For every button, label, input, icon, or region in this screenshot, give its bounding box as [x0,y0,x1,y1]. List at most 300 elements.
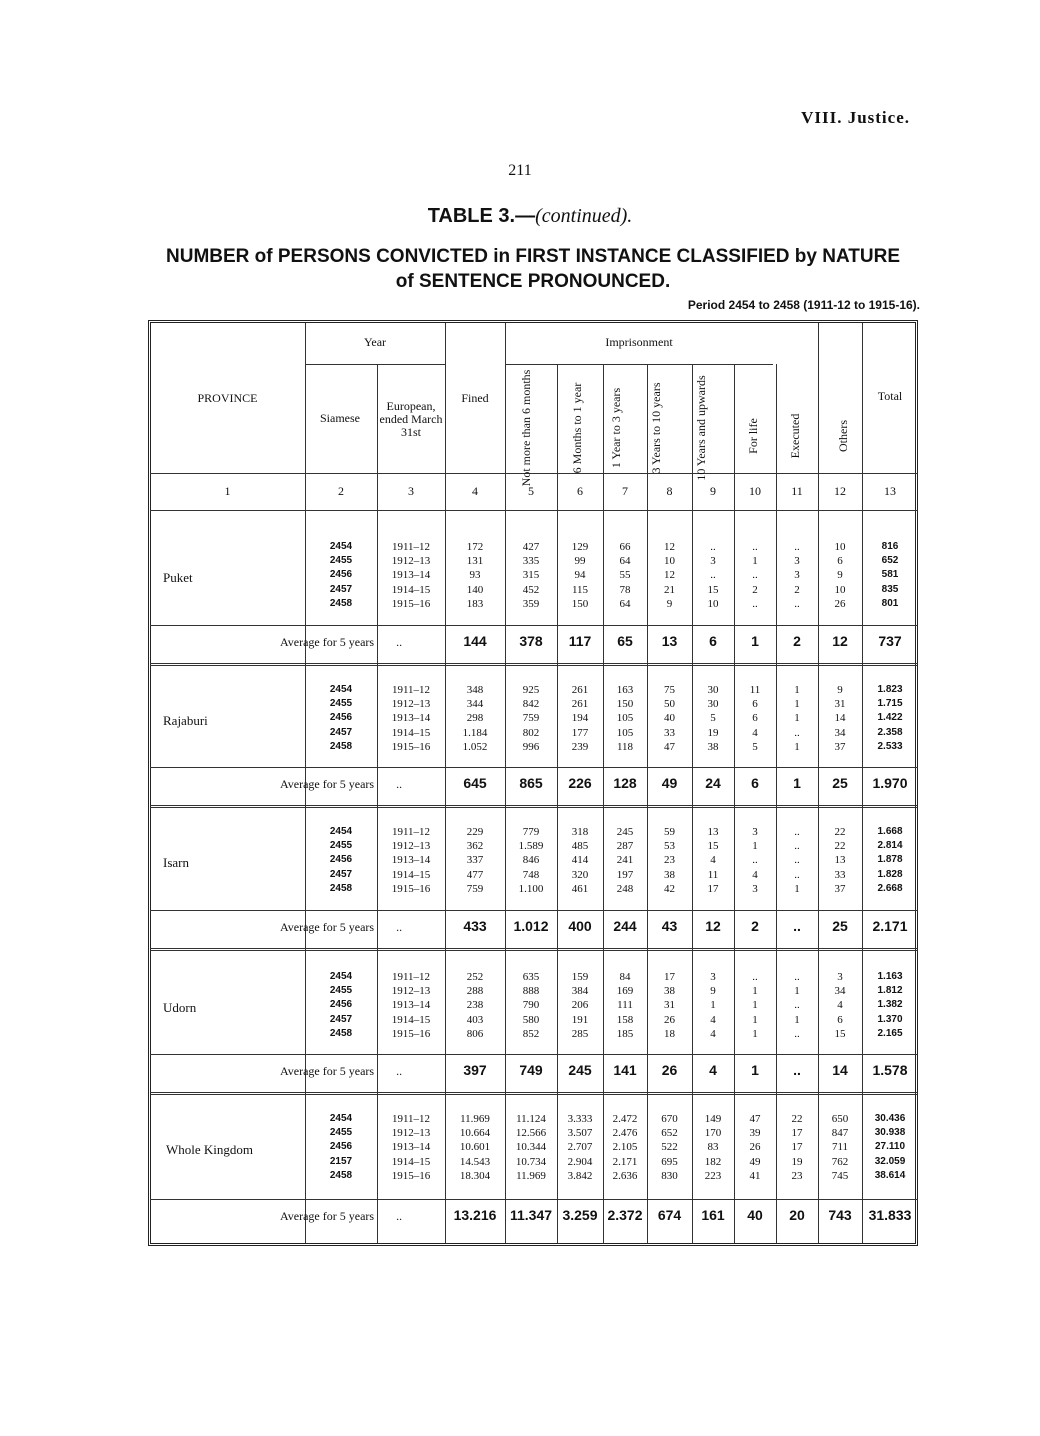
table-cell: 10.734 [515,1155,547,1168]
table-cell: 2458 [329,740,353,752]
average-value: 25 [832,775,848,791]
table-cell: .. [752,854,758,867]
table-cell: 1913–14 [391,999,431,1012]
table-cell: 10.344 [515,1141,547,1154]
average-label-dots: .. [396,1209,403,1223]
header-not-more-6m: Not more than 6 months [519,369,533,487]
average-value: 11.347 [509,1207,553,1223]
header-total: Total [877,389,903,403]
table-cell: 30 [707,698,719,711]
average-value: 117 [568,633,592,649]
column-c10 [734,970,776,1041]
table-cell: 403 [466,1013,484,1026]
average-value: 20 [789,1207,805,1223]
table-cell: 172 [466,541,484,553]
header-imprisonment: Imprisonment [605,335,673,349]
average-value: 65 [617,633,633,649]
table-cell: 23 [791,1169,803,1182]
average-value: 749 [519,1062,543,1078]
average-value: 14 [832,1062,848,1078]
table-cell: 745 [831,1169,849,1182]
average-label-dots: .. [396,920,403,934]
table-cell: 1.828 [877,868,903,880]
table-cell: 1911–12 [391,1113,431,1125]
table-cell: 1.382 [877,999,903,1011]
table-cell: 2457 [329,1013,353,1025]
column-c8 [647,683,692,754]
table-cell: 1913–14 [391,854,431,867]
table-cell: 1 [794,712,800,725]
table-cell: 15 [707,840,719,853]
table-cell: 38.614 [874,1169,906,1181]
table-cell: 1911–12 [391,684,431,696]
table-cell: 182 [704,1155,722,1168]
table-cell: 55 [619,569,631,582]
column-number-2: 2 [338,484,344,498]
table-cell: 348 [466,684,484,696]
table-cell: 223 [704,1169,722,1182]
table-cell: 925 [522,684,540,696]
table-cell: 635 [522,971,540,983]
table-cell: 2455 [329,840,353,852]
table-cell: 31 [834,698,846,711]
table-cell: 2454 [329,684,353,695]
table-cell: 580 [522,1013,540,1026]
table-cell: 1 [752,555,758,568]
table-cell: 2454 [329,541,353,552]
table-subtitle-line2: of SENTENCE PRONOUNCED. [395,271,671,292]
table-cell: 191 [571,1013,589,1026]
column-siamese [305,683,377,754]
table-cell: .. [794,854,800,867]
column-siamese [305,540,377,611]
table-cell: 30 [707,684,719,696]
table-cell: 1915–16 [391,740,431,753]
table-cell: .. [794,868,800,881]
table-cell: 2458 [329,1027,353,1039]
column-c11 [776,1112,818,1183]
average-value: 31.833 [868,1207,912,1223]
table-cell: 10.664 [459,1127,491,1140]
average-label-text: Average for 5 years [280,635,375,649]
table-cell: 650 [831,1113,849,1125]
table-cell: 118 [616,740,634,753]
column-number-11: 11 [791,484,803,498]
table-cell: 2 [794,583,800,596]
table-cell: 4 [837,999,843,1012]
table-cell: 1.422 [877,712,903,724]
table-cell: 50 [664,698,675,711]
table-cell: 22 [791,1113,803,1125]
chapter-heading: VIII. Justice. [801,108,910,127]
column-siamese [305,1112,377,1183]
table-cell: 2.707 [567,1141,593,1154]
table-cell: 2455 [329,555,353,567]
table-cell: 3.507 [567,1127,593,1140]
table-cell: 19 [707,726,719,739]
column-c10 [734,1112,776,1183]
table-cell: 2454 [329,1113,353,1124]
table-cell: 197 [616,868,634,881]
table-cell: 2.668 [877,882,903,894]
table-cell: 1 [752,1027,758,1040]
header-others: Others [836,420,850,452]
average-value: 43 [661,918,678,934]
table-cell: .. [794,826,800,838]
province-name: Whole Kingdom [166,1142,254,1157]
average-rule [150,1199,918,1200]
table-cell: 2.171 [612,1155,638,1168]
table-cell: 64 [619,555,631,568]
column-number-5: 5 [528,484,534,498]
table-cell: 261 [571,684,589,696]
header-province: PROVINCE [197,391,258,405]
table-cell: 2456 [329,854,353,866]
table-cell: 485 [571,840,589,853]
average-value: .. [793,918,801,934]
column-c11 [776,970,818,1041]
average-label-dots: .. [396,1064,403,1078]
average-value: 128 [613,775,637,791]
average-label-text: Average for 5 years [280,777,375,791]
column-c10 [734,683,776,754]
column-c9 [692,540,734,611]
table-cell: 111 [617,999,633,1012]
table-cell: 1914–15 [391,726,431,739]
table-cell: 1.812 [877,985,903,997]
column-c6 [557,683,603,754]
table-cell: 1 [794,698,800,711]
column-european [377,970,445,1041]
table-cell: 2454 [329,971,353,982]
table-cell: .. [794,597,800,610]
block-separator [150,1092,918,1095]
table-cell: 2.472 [612,1113,638,1125]
table-cell: 711 [831,1141,849,1154]
table-cell: 64 [619,597,631,610]
column-c9 [692,825,734,896]
table-cell: 3.333 [567,1113,593,1125]
average-value: 397 [463,1062,487,1078]
table-cell: 2 [752,583,758,596]
table-cell: 3 [710,971,716,983]
column-fined [445,540,505,611]
table-cell: 2456 [329,569,353,581]
average-value: 645 [463,775,487,791]
table-cell: 1 [794,740,800,753]
table-cell: 23 [664,854,675,867]
table-cell: 847 [831,1127,849,1140]
table-cell: 9 [837,684,843,696]
table-cell: 285 [571,1027,589,1040]
average-value: 49 [661,775,678,791]
table-cell: 1912–13 [391,985,431,998]
column-total [862,1112,918,1183]
column-european [377,683,445,754]
average-value: 244 [613,918,637,934]
column-c6 [557,825,603,896]
table-cell: 206 [571,999,589,1012]
average-value: 24 [705,775,721,791]
table-cell: 149 [704,1113,722,1125]
table-cell: .. [794,541,800,553]
table-cell: 6 [837,555,843,568]
column-fined [445,825,505,896]
average-value: 433 [463,918,487,934]
average-label [280,777,402,792]
table-cell: 2.904 [567,1155,593,1168]
table-cell: 748 [522,868,540,881]
table-cell: 115 [571,583,589,596]
table-label: TABLE 3.— [427,205,536,227]
table-cell: 17 [791,1127,803,1140]
table-cell: 241 [616,854,634,867]
table-cell: 1912–13 [391,555,431,568]
table-cell: 10 [707,597,719,610]
table-cell: 93 [469,569,481,582]
table-cell: 32.059 [874,1155,906,1167]
province-name: Rajaburi [163,713,208,728]
table-cell: 158 [616,1013,634,1026]
header-6m-to-1y: 6 Months to 1 year [570,382,584,474]
table-cell: 9 [666,597,673,610]
table-cell: 695 [661,1155,678,1168]
table-cell: 288 [466,985,484,998]
average-label [280,1209,402,1224]
table-cell: 129 [571,541,589,553]
header-year: Year [363,335,387,349]
table-cell: .. [794,1027,800,1040]
table-cell: 1915–16 [391,597,431,610]
average-value: 1.578 [872,1062,908,1078]
table-cell: 1911–12 [391,541,431,553]
table-cell: 1 [794,985,800,998]
average-label-text: Average for 5 years [280,1209,375,1223]
average-rule [150,910,918,911]
column-number-6: 6 [577,484,583,498]
table-cell: 1.370 [877,1013,903,1025]
average-value: 12 [832,633,848,649]
province-name: Puket [163,570,193,585]
column-c11 [776,540,818,611]
column-c5 [505,1112,557,1183]
column-c7 [603,1112,647,1183]
column-fined [445,683,505,754]
table-cell: 806 [466,1027,484,1040]
column-c7 [603,540,647,611]
table-cell: 177 [571,726,589,739]
table-cell: 105 [616,726,634,739]
column-fined [445,970,505,1041]
imprisonment-subheader-rule [505,364,773,365]
column-c5 [505,825,557,896]
table-cell: 18.304 [459,1169,491,1182]
average-rule [150,1054,918,1055]
table-cell: 13 [834,854,846,867]
table-cell: 4 [710,854,716,867]
table-cell: 169 [616,985,634,998]
table-cell: 39 [749,1127,761,1140]
table-cell: 287 [616,840,634,853]
table-cell: 19 [791,1155,803,1168]
table-cell: 335 [522,555,540,568]
table-cell: 762 [831,1155,849,1168]
table-cell: .. [752,541,758,553]
table-cell: 320 [571,868,589,881]
average-value: 378 [519,633,543,649]
column-c5 [505,970,557,1041]
column-c12 [818,1112,862,1183]
average-value: 1 [793,775,801,791]
table-cell: 790 [522,999,540,1012]
table-cell: 1915–16 [391,1027,431,1040]
average-label [280,635,402,650]
table-cell: 298 [466,712,484,725]
table-cell: 42 [664,882,675,895]
table-cell: 2455 [329,985,353,997]
table-cell: 150 [616,698,634,711]
average-rule [150,625,918,626]
table-cell: 22 [834,826,846,838]
average-label-dots: .. [396,635,403,649]
table-cell: 1915–16 [391,882,431,895]
table-cell: 163 [616,684,634,696]
table-cell: 315 [522,569,540,582]
column-number-10: 10 [749,484,761,498]
table-cell: 1914–15 [391,868,431,881]
table-cell: 9 [710,985,716,998]
table-cell: 779 [522,826,540,838]
header-1y-to-3y: 1 Year to 3 years [609,387,623,469]
average-value: 6 [709,633,717,649]
block-separator [150,805,918,808]
province-name: Udorn [163,1000,197,1015]
column-c7 [603,825,647,896]
table-cell: .. [710,569,716,582]
table-cell: 17 [664,971,675,983]
table-cell: 229 [466,826,484,838]
average-value: 2.372 [607,1207,643,1223]
table-cell: 38 [664,985,675,998]
average-value: 6 [751,775,759,791]
table-cell: 3 [752,882,758,895]
table-cell: 4 [710,1027,716,1040]
table-cell: 5 [752,740,758,753]
header-for-life: For life [746,418,760,454]
page-number: 211 [508,162,532,179]
table-cell: 6 [752,712,758,725]
table-cell: 131 [466,555,484,568]
table-cell: 3 [794,555,800,568]
average-value: 865 [519,775,543,791]
table-cell: .. [794,726,800,739]
table-cell: 1913–14 [391,712,431,725]
table-cell: .. [794,840,800,853]
table-cell: 33 [834,868,846,881]
table-cell: 15 [707,583,719,596]
column-siamese [305,970,377,1041]
table-cell: 30.938 [874,1127,906,1139]
table-cell: 34 [834,985,846,998]
table-cell: 105 [616,712,634,725]
table-cell: 1.163 [877,971,903,982]
table-cell: 17 [791,1141,803,1154]
average-value: 743 [828,1207,852,1223]
table-cell: 830 [661,1169,678,1182]
column-number-12: 12 [834,484,846,498]
column-number-1: 1 [224,484,231,498]
table-cell: 3 [752,826,758,838]
table-cell: 2457 [329,868,353,880]
table-cell: 384 [571,985,589,998]
table-cell: 1913–14 [391,569,431,582]
table-cell: 581 [881,569,899,581]
table-cell: 12.566 [515,1127,547,1140]
table-cell: 84 [619,971,631,983]
table-cell: 26 [749,1141,761,1154]
table-cell: 1.715 [877,698,903,710]
table-cell: 835 [881,583,899,595]
table-subtitle-line1: NUMBER of PERSONS CONVICTED in FIRST INSTANCE CLASSIFIED by NATURE [166,246,900,267]
table-cell: 2.105 [612,1141,638,1154]
table-cell: 652 [661,1127,678,1140]
column-c8 [647,970,692,1041]
table-cell: 344 [466,698,484,711]
average-value: 1 [751,633,759,649]
header-executed: Executed [788,413,802,459]
table-cell: 6 [752,698,758,711]
average-value: 1 [751,1062,759,1078]
table-cell: 261 [571,698,589,711]
table-cell: 140 [466,583,484,596]
header-european: European, ended March 31st [379,399,443,439]
table-cell: 10 [834,541,846,553]
column-c12 [818,825,862,896]
table-cell: 26 [664,1013,675,1026]
table-cell: 245 [616,826,634,838]
table-cell: 11.969 [516,1169,546,1182]
column-c11 [776,825,818,896]
column-siamese [305,825,377,896]
table-cell: 4 [752,726,758,739]
average-value: .. [793,1062,801,1078]
table-cell: 26 [834,597,846,610]
table-cell: 1 [794,1013,800,1026]
column-total [862,540,918,611]
table-cell: 34 [834,726,846,739]
column-number-9: 9 [710,484,716,498]
average-rule [150,767,918,768]
table-cell: 33 [664,726,675,739]
table-cell: 10 [834,583,846,596]
average-label [280,1064,402,1079]
table-cell: 27.110 [874,1141,906,1153]
average-value: 26 [661,1062,678,1078]
table-cell: 2454 [329,826,353,837]
column-fined [445,1112,505,1183]
table-cell: 1915–16 [391,1169,431,1182]
table-cell: 2456 [329,712,353,724]
table-cell: 842 [522,698,540,711]
column-european [377,540,445,611]
table-cell: 852 [522,1027,540,1040]
table-cell: 99 [574,555,586,568]
column-number-4: 4 [472,484,478,498]
average-value: 3.259 [562,1207,598,1223]
table-cell: 21 [664,583,675,596]
column-c9 [692,970,734,1041]
table-cell: 2456 [329,1141,353,1153]
